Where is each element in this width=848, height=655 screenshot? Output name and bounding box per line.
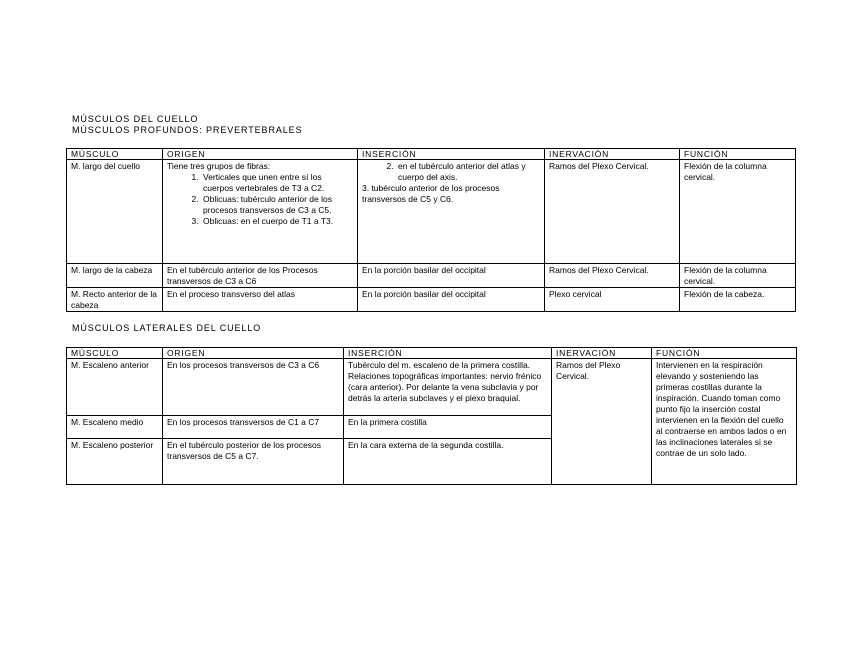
header-musculo: MÚSCULO — [67, 348, 163, 359]
table-header-row — [67, 348, 797, 359]
insercion-list — [362, 161, 540, 183]
origen-intro: Tiene tres grupos de fibras: — [167, 161, 271, 171]
cell-funcion: Flexión de la cabeza. — [680, 288, 796, 312]
header-origen: ORIGEN — [163, 149, 358, 160]
cell-musculo: M. largo de la cabeza — [67, 264, 163, 288]
header-funcion: FUNCIÓN — [680, 149, 796, 160]
section-title-prevertebrales: MÚSCULOS PROFUNDOS: PREVERTEBRALES — [72, 125, 303, 135]
cell-musculo: M. Recto anterior de la cabeza — [67, 288, 163, 312]
cell-musculo: M. Escaleno posterior — [67, 439, 163, 485]
table-row — [67, 288, 796, 312]
cell-funcion: Flexión de la columna cervical. — [680, 160, 796, 264]
insercion-item-3: 3. tubérculo anterior de los procesos transversos de C5 y C6. — [362, 183, 500, 204]
list-item: 3. Oblicuas: en el cuerpo de T1 a T3. — [201, 216, 353, 227]
origen-list — [167, 172, 353, 227]
list-item: 2. Oblicuas: tubérculo anterior de los procesos transversos de C3 a C5. — [201, 194, 353, 216]
cell-musculo: M. Escaleno medio — [67, 416, 163, 439]
table-prevertebrales — [66, 148, 796, 312]
cell-funcion: Flexión de la columna cervical. — [680, 264, 796, 288]
cell-origen: En el tubérculo anterior de los Procesos transversos de C3 a C6 — [163, 264, 358, 288]
cell-funcion: Intervienen en la respiración elevando y sosteniendo las primeras costillas durante la inspiración. Cuando toman como punto fijo la inserción costal intervienen en la flexión del cuello al contraerse en ambos lados o en las inclinaciones laterales si se contrae de un solo lado. — [652, 359, 797, 485]
header-musculo: MÚSCULO — [67, 149, 163, 160]
cell-inervacion: Plexo cervical — [545, 288, 680, 312]
table-row — [67, 160, 796, 264]
header-insercion: INSERCIÓN — [358, 149, 545, 160]
cell-origen — [163, 160, 358, 264]
cell-inervacion: Ramos del Plexo Cervical. — [545, 264, 680, 288]
list-item: 1. Verticales que unen entre sí los cuerpos vertebrales de T3 a C2. — [201, 172, 353, 194]
header-inervacion: INERVACIÓN — [552, 348, 652, 359]
cell-origen: En los procesos transversos de C1 a C7 — [163, 416, 344, 439]
header-insercion: INSERCIÓN — [344, 348, 552, 359]
table-laterales — [66, 347, 797, 485]
cell-musculo: M. Escaleno anterior — [67, 359, 163, 416]
table-row — [67, 264, 796, 288]
header-origen: ORIGEN — [163, 348, 344, 359]
cell-insercion: Tubérculo del m. escaleno de la primera costilla. Relaciones topográficas importantes: nervio frénico (cara anterior). Por delante la vena subclavia y por detrás la arteria subclaves y el plexo braquial. — [344, 359, 552, 416]
cell-inervacion: Ramos del Plexo Cervical. — [545, 160, 680, 264]
cell-insercion: En la porción basilar del occipital — [358, 264, 545, 288]
cell-origen: En el tubérculo posterior de los procesos transversos de C5 a C7. — [163, 439, 344, 485]
table-row — [67, 359, 797, 416]
section-title-laterales: MÚSCULOS LATERALES DEL CUELLO — [72, 323, 262, 333]
cell-insercion: En la primera costilla — [344, 416, 552, 439]
document-title: MÚSCULOS DEL CUELLO — [72, 114, 199, 124]
cell-insercion: En la cara externa de la segunda costilla. — [344, 439, 552, 485]
header-inervacion: INERVACIÓN — [545, 149, 680, 160]
cell-musculo: M. largo del cuello — [67, 160, 163, 264]
header-funcion: FUNCIÓN — [652, 348, 797, 359]
cell-origen: En los procesos transversos de C3 a C6 — [163, 359, 344, 416]
cell-insercion: En la porción basilar del occipital — [358, 288, 545, 312]
cell-insercion — [358, 160, 545, 264]
list-item: 2. en el tubérculo anterior del atlas y cuerpo del axis. — [396, 161, 540, 183]
cell-origen: En el proceso transverso del atlas — [163, 288, 358, 312]
cell-inervacion: Ramos del Plexo Cervical. — [552, 359, 652, 485]
table-header-row — [67, 149, 796, 160]
